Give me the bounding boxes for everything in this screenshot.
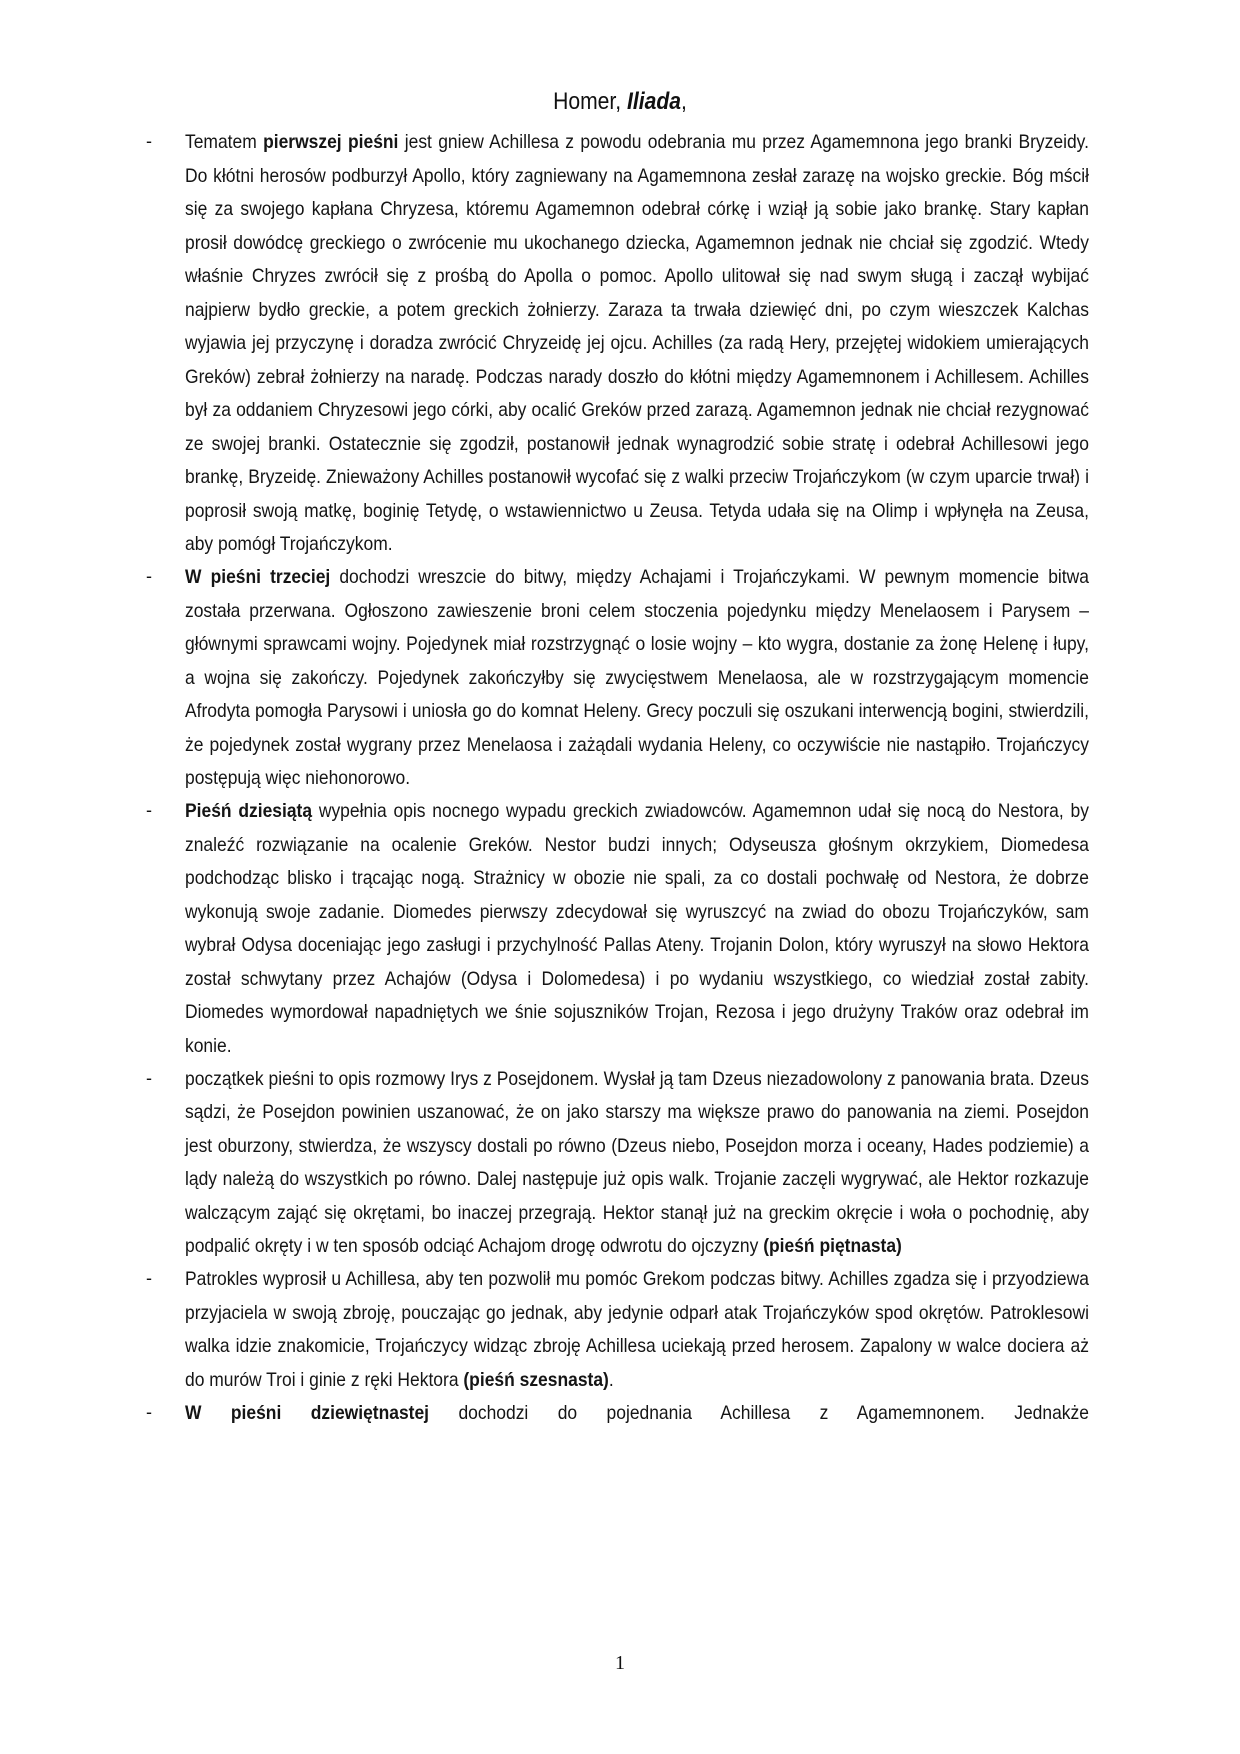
dash-bullet: - [146,566,152,586]
song-name: (pieśń szesnasta) [463,1368,609,1391]
song-name: pierwszej pieśni [263,131,399,153]
song-name: Pieśń dziesiątą [185,800,313,822]
paragraph: Patrokles wyprosił u Achillesa, aby ten pozwolił mu pomóc Grekom podczas bitwy. Achilles zgadza się i przyodziewa przyjaciela w swoją zbroję, pouczając go jednak, aby jedynie odparł atak Trojańczyków spod okrętów. Patroklesowi walka idzie znakomicie, Trojańczycy widząc zbroję Achillesa uciekają przed herosem. Zapalony w walce dociera aż do murów Troi i ginie z ręki Hektora (pieśń szesnasta). [185,1268,1089,1391]
dash-bullet: - [146,800,152,820]
title-work: Iliada [627,88,682,115]
title-author: Homer, [553,88,628,115]
list-item [0,1397,1240,1431]
paragraph: W pieśni trzeciej dochodzi wreszcie do bitwy, między Achajami i Trojańczykami. W pewnym momencie bitwa została przerwana. Ogłoszono zawieszenie broni celem stoczenia pojedynku między Menelaosem i Parysem – głównymi sprawcami wojny. Pojedynek miał rozstrzygnąć o losie wojny – kto wygra, dostanie za żonę Helenę i łupy, a wojna się zakończy. Pojedynek zakończyłby się zwycięstwem Menelaosa, ale w rozstrzygającym momencie Afrodyta pomogła Parysowi i uniosła go do komnat Heleny. Grecy poczuli się oszukani interwencją bogini, stwierdzili, że pojedynek został wygrany przez Menelaosa i zażądali wydania Heleny, co oczywiście nie nastąpiło. Trojańczycy postępują więc niehonorowo. [185,566,1089,789]
dash-bullet: - [146,1401,152,1422]
list-item [0,126,1240,562]
list-item [0,1063,1240,1264]
summary-list [0,126,1240,1430]
title-comma: , [681,88,687,115]
list-item [0,561,1240,796]
paragraph: Pieśń dziesiątą wypełnia opis nocnego wypadu greckich zwiadowców. Agamemnon udał się nocą do Nestora, by znaleźć rozwiązanie na ocalenie Greków. Nestor budzi innych; Odyseusza głośnym okrzykiem, Diomedesa podchodząc blisko i trącając nogą. Strażnicy w obozie nie spali, za co dostali pochwałę od Nestora, że dobrze wykonują swoje zadanie. Diomedes pierwszy zdecydował się wyruszcyć na zwiad do obozu Trojańczyków, sam wybrał Odysa doceniając jego zasługi i przychylność Pallas Ateny. Trojanin Dolon, który wyruszył na słowo Hektora został schwytany przez Achajów (Odysa i Dolomedesa) i po wydaniu wszystkiego, co wiedział został zabity. Diomedes wymordował napadniętych we śnie sojuszników Trojan, Rezosa i jego drużyny Traków oraz odebrał im konie. [185,800,1089,1057]
page-number: 1 [615,1652,625,1674]
dash-bullet: - [146,131,152,151]
song-name: (pieśń piętnasta) [763,1235,902,1257]
song-name: W pieśni trzeciej [185,566,331,588]
paragraph: W pieśni dziewiętnastej dochodzi do pojednania Achillesa z Agamemnonem. Jednakże [185,1401,1089,1424]
paragraph: Tematem pierwszej pieśni jest gniew Achillesa z powodu odebrania mu przez Agamemnona jego branki Bryzeidy. Do kłótni herosów podburzył Apollo, który zagniewany na Agamemnona zesłał zarazę na wojsko greckie. Bóg mścił się za swojego kapłana Chryzesa, któremu Agamemnon odebrał córkę i wziął ją sobie jako brankę. Stary kapłan prosił dowódcę greckiego o zwrócenie mu ukochanego dziecka, Agamemnon jednak nie chciał się zgodzić. Wtedy właśnie Chryzes zwrócił się z prośbą do Apolla o pomoc. Apollo ulitował się nad swym sługą i zaczął wybijać najpierw bydło greckie, a potem greckich żołnierzy. Zaraza ta trwała dziewięć dni, po czym wieszczek Kalchas wyjawia jej przyczynę i doradza zwrócić Chryzeidę jej ojcu. Achilles (za radą Hery, przejętej widokiem umierających Greków) zebrał żołnierzy na naradę. Podczas narady doszło do kłótni między Agamemnonem i Achillesem. Achilles był za oddaniem Chryzesowi jego córki, aby ocalić Greków przed zarazą. Agamemnon jednak nie chciał rezygnować ze swojej branki. Ostatecznie się zgodził, postanowił jednak wynagrodzić sobie stratę i odebrał Achillesowi jego brankę, Bryzeidę. Znieważony Achilles postanowił wycofać się z walki przeciw Trojańczykom (w czym uparcie trwał) i poprosił swoją matkę, boginię Tetydę, o wstawiennictwo u Zeusa. Tetyda udała się na Olimp i wpłynęła na Zeusa, aby pomógł Trojańczykom. [185,131,1089,555]
dash-bullet: - [146,1268,152,1288]
dash-bullet: - [146,1067,152,1088]
document-title [74,88,1165,116]
list-item [0,795,1240,1063]
paragraph: początkek pieśni to opis rozmowy Irys z Posejdonem. Wysłał ją tam Dzeus niezadowolony z panowania brata. Dzeus sądzi, że Posejdon powinien uszanować, że on jako starszy ma większe prawo do panowania na ziemi. Posejdon jest oburzony, stwierdza, że wszyscy dostali po równo (Dzeus niebo, Posejdon morza i oceany, Hades podziemie) a lądy należą do wszystkich po równo. Dalej następuje już opis walk. Trojanie zaczęli wygrywać, ale Hektor rozkazuje walczącym zająć się okrętami, bo inaczej przegrają. Hektor stanął już na greckim okręcie i woła o pochodnię, aby podpalić okręty i w ten sposób odciąć Achajom drogę odwrotu do ojczyzny (pieśń piętnasta) [185,1067,1089,1257]
song-name: W pieśni dziewiętnastej [185,1401,430,1424]
list-item [0,1263,1240,1397]
